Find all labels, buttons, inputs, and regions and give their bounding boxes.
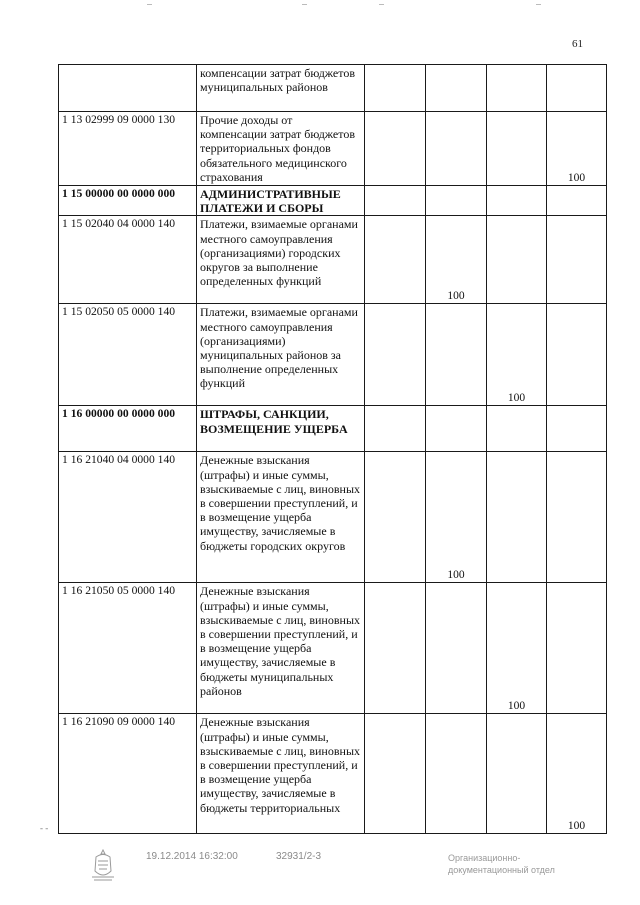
- cell-value-col4: [426, 583, 487, 714]
- cell-value-col4: 100: [426, 216, 487, 304]
- footer-org-line: документационный отдел: [448, 865, 555, 875]
- footer-org-line: Организационно-: [448, 853, 521, 863]
- cell-value-col4: 100: [426, 452, 487, 583]
- cell-code: 1 15 02040 04 0000 140: [59, 216, 197, 304]
- cell-value-col6: [547, 65, 607, 112]
- cell-value-col3: [365, 714, 426, 834]
- table-row: [59, 583, 607, 714]
- table-row: [59, 65, 607, 112]
- cell-name: Платежи, взимаемые органами местного самоуправления (организациями) муниципальных районов за выполнение определенных функций: [197, 304, 365, 406]
- cell-value-col4: [426, 714, 487, 834]
- footer-datetime: 19.12.2014 16:32:00: [146, 851, 238, 862]
- cell-code: 1 15 02050 05 0000 140: [59, 304, 197, 406]
- cell-value-col3: [365, 583, 426, 714]
- cell-name: Денежные взыскания (штрафы) и иные суммы, взыскиваемые с лиц, виновных в совершении преступлений, и в возмещение ущерба имуществу, зачисляемые в бюджеты территориальных: [197, 714, 365, 834]
- cell-code: 1 16 21040 04 0000 140: [59, 452, 197, 583]
- cell-value-col5: 100: [487, 304, 547, 406]
- table-row: [59, 304, 607, 406]
- cell-value-col5: [487, 186, 547, 216]
- cell-value-col3: [365, 65, 426, 112]
- table-row: [59, 406, 607, 452]
- cell-value-col3: [365, 452, 426, 583]
- cell-value-col6: [547, 216, 607, 304]
- footer-document-id: 32931/2-3: [276, 851, 322, 862]
- cell-name: Денежные взыскания (штрафы) и иные суммы, взыскиваемые с лиц, виновных в совершении преступлений, и в возмещение ущерба имуществу, зачисляемые в бюджеты муниципальных районов: [197, 583, 365, 714]
- scan-speck: [302, 4, 307, 5]
- cell-name: АДМИНИСТРАТИВНЫЕ ПЛАТЕЖИ И СБОРЫ: [197, 186, 365, 216]
- emblem-stamp-icon: [88, 847, 118, 883]
- cell-code: [59, 65, 197, 112]
- cell-value-col6: [547, 406, 607, 452]
- cell-name: ШТРАФЫ, САНКЦИИ, ВОЗМЕЩЕНИЕ УЩЕРБА: [197, 406, 365, 452]
- cell-value-col6: 100: [547, 714, 607, 834]
- cell-name: Платежи, взимаемые органами местного самоуправления (организациями) городских округов за выполнение определенных функций: [197, 216, 365, 304]
- cell-value-col3: [365, 304, 426, 406]
- cell-value-col5: [487, 714, 547, 834]
- cell-value-col6: 100: [547, 112, 607, 186]
- cell-value-col5: [487, 216, 547, 304]
- cell-value-col6: [547, 452, 607, 583]
- table-row: [59, 714, 607, 834]
- scan-speck: [147, 4, 152, 5]
- cell-value-col4: [426, 304, 487, 406]
- cell-value-col5: [487, 406, 547, 452]
- cell-value-col3: [365, 216, 426, 304]
- scan-speck: [536, 4, 541, 5]
- cell-code: 1 13 02999 09 0000 130: [59, 112, 197, 186]
- cell-value-col4: [426, 186, 487, 216]
- cell-value-col3: [365, 406, 426, 452]
- page-number: 61: [572, 38, 583, 50]
- table-row: [59, 216, 607, 304]
- cell-value-col5: [487, 112, 547, 186]
- cell-value-col3: [365, 112, 426, 186]
- cell-value-col6: [547, 186, 607, 216]
- cell-value-col5: 100: [487, 583, 547, 714]
- cell-value-col3: [365, 186, 426, 216]
- cell-value-col5: [487, 65, 547, 112]
- cell-code: 1 16 00000 00 0000 000: [59, 406, 197, 452]
- budget-revenue-table: [58, 64, 607, 834]
- cell-value-col4: [426, 65, 487, 112]
- scan-speck: [379, 4, 384, 5]
- cell-code: 1 16 21090 09 0000 140: [59, 714, 197, 834]
- table-row: [59, 112, 607, 186]
- cell-code: 1 15 00000 00 0000 000: [59, 186, 197, 216]
- footer-org-label: [448, 852, 555, 876]
- cell-name: Денежные взыскания (штрафы) и иные суммы, взыскиваемые с лиц, виновных в совершении преступлений, и в возмещение ущерба имуществу, зачисляемые в бюджеты городских округов: [197, 452, 365, 583]
- table-row: [59, 186, 607, 216]
- cell-value-col4: [426, 112, 487, 186]
- cell-value-col6: [547, 304, 607, 406]
- cell-value-col6: [547, 583, 607, 714]
- cell-value-col5: [487, 452, 547, 583]
- table-row: [59, 452, 607, 583]
- cell-code: 1 16 21050 05 0000 140: [59, 583, 197, 714]
- cell-name: компенсации затрат бюджетов муниципальных районов: [197, 65, 365, 112]
- cell-value-col4: [426, 406, 487, 452]
- margin-mark: - -: [40, 823, 49, 833]
- cell-name: Прочие доходы от компенсации затрат бюджетов территориальных фондов обязательного медицинского страхования: [197, 112, 365, 186]
